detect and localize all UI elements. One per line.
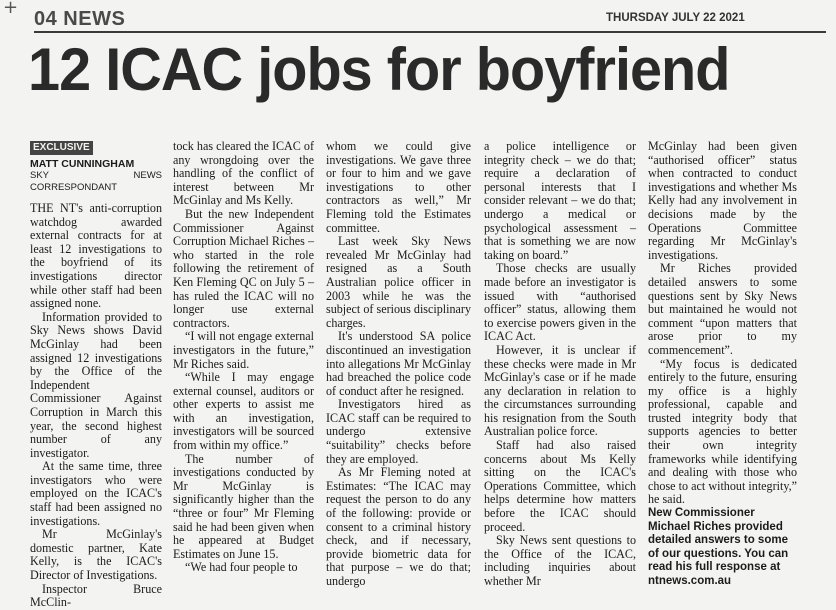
issue-date: THURSDAY JULY 22 2021 [606, 12, 745, 24]
paragraph: At the same time, three investigators who were employed on the ICAC's staff had been assigned no investigations. [30, 459, 162, 528]
paragraph: Mr McGinlay's domestic partner, Kate Kelly, is the ICAC's Director of Investigations. [30, 527, 162, 583]
article-column-4 [484, 139, 636, 588]
paragraph: “My focus is dedicated entirely to the future, ensuring my office is a highly professional, capable and trusted integrity body that supports agencies to better their own integrity frameworks while identifying and dealing with those who chose to act without integrity,” he said. [648, 356, 797, 507]
headline: 12 ICAC jobs for boyfriend [28, 36, 730, 103]
paragraph: But the new Independent Commissioner Against Corruption Michael Riches – who started in the role following the retirement of Ken Fleming QC on July 5 – has ruled the ICAC will no longer use external contractors. [173, 206, 314, 330]
paragraph: Information provided to Sky News shows David McGinlay had been assigned 12 investigations by the Office of the Independent Commissioner Against Corruption in March this year, the second highest number of any investigator. [30, 309, 162, 460]
article-column-2 [173, 139, 314, 575]
paragraph: Inspector Bruce McClin- [30, 581, 162, 610]
paragraph: McGinlay had been given “authorised officer” status when contracted to conduct investigations and whether Ms Kelly had any involvement in decisions made by the Operations Committee regarding Mr McGinlay's investigations. [648, 139, 797, 262]
paragraph: Sky News sent questions to the Office of the ICAC, including inquiries about whether Mr [484, 533, 636, 588]
header-rule [34, 31, 826, 33]
paragraph: It's understood SA police discontinued an investigation into allegations Mr McGinlay had breached the police code of conduct after he resigned. [326, 329, 471, 398]
article-column-5 [648, 139, 797, 587]
section-label: 04 NEWS [34, 8, 126, 30]
paragraph: “We had four people to [185, 560, 298, 575]
paragraph: Staff had also raised concerns about Ms Kelly sitting on the ICAC's Operations Committee, which helps determine how matters before the ICAC should proceed. [484, 438, 636, 534]
byline-role: SKY NEWS CORRESPONDANT [30, 170, 162, 193]
paragraph: a police intelligence or integrity check – we do that; require a declaration of personal interests that I consider relevant – we do that; undergo a medical or psychological assessment – that is something we are now taking on board.” [484, 139, 636, 262]
paragraph: THE NT's anti-corruption watchdog awarded external contracts for at least 12 investigations to the boyfriend of its investigations director while other staff had been assigned none. [30, 201, 162, 311]
exclusive-badge [30, 140, 162, 158]
paragraph: Investigators hired as ICAC staff can be required to undergo extensive “suitability” checks before they are employed. [326, 397, 471, 466]
paragraph: whom we could give investigations. We gave three or four to him and we gave investigations to other contractors as well,” Mr Fleming told the Estimates committee. [326, 139, 471, 235]
paragraph: The number of investigations conducted by Mr McGinlay is significantly higher than the “three or four” Mr Fleming said he had been given when he appeared at Budget Estimates on June 15. [173, 451, 314, 561]
paragraph: tock has cleared the ICAC of any wrongdoing over the handling of the conflict of interest between Mr McGinlay and Ms Kelly. [173, 139, 314, 208]
paragraph: However, it is unclear if these checks were made in Mr McGinlay's case or if he made any declaration in relation to the circumstances surrounding his resignation from the South Australian police force. [484, 342, 636, 439]
editor-note: New Commissioner Michael Riches provided detailed answers to some of our questions. You can read his full response at ntnews.com.au [648, 507, 789, 587]
paragraph: Last week Sky News revealed Mr McGinlay had resigned as a South Australian police officer in 2003 while he was the subject of serious disciplinary charges. [326, 234, 471, 330]
article-column-3 [326, 139, 471, 588]
article-column-1 [30, 140, 162, 610]
paragraph: Mr Riches provided detailed answers to some questions sent by Sky News but maintained he would not comment “upon matters that arose prior to my commencement”. [648, 261, 797, 357]
exclusive-kicker: EXCLUSIVE [30, 141, 93, 155]
crop-mark-icon: + [3, 0, 19, 18]
byline-author: MATT CUNNINGHAM [30, 158, 135, 170]
paragraph: “I will not engage external investigators in the future,” Mr Riches said. [173, 329, 314, 371]
paragraph: “While I may engage external counsel, auditors or other experts to assist me with an investigation, investigators will be sourced from within my office.” [173, 370, 314, 453]
paragraph: As Mr Fleming noted at Estimates: “The ICAC may request the person to do any of the following: provide or consent to a criminal history check, and if necessary, provide biometric data for that purpose – we do that; undergo [326, 465, 471, 588]
paragraph: Those checks are usually made before an investigator is issued with “authorised officer” status, allowing them to exercise powers given in the ICAC Act. [484, 261, 636, 344]
